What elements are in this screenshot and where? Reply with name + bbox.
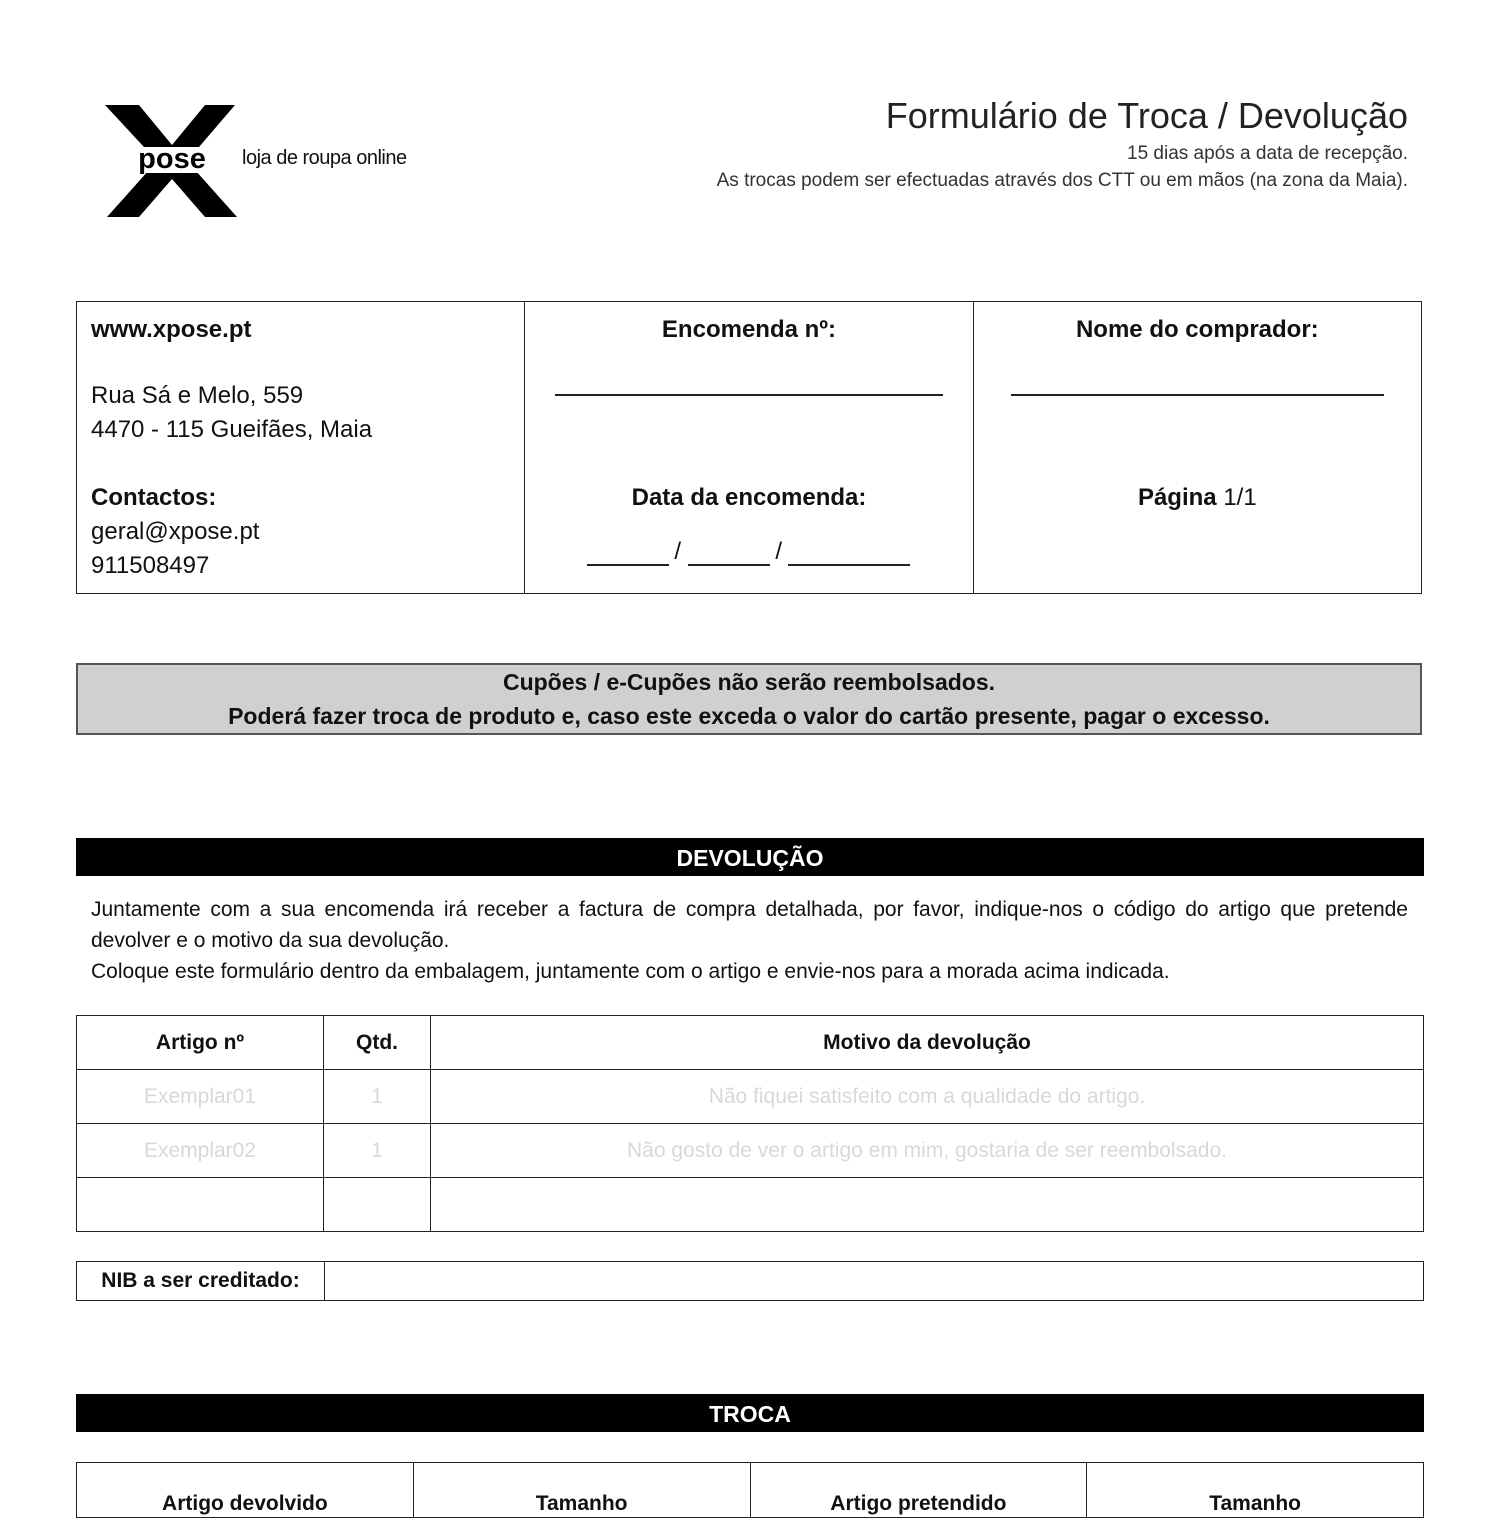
logo-tagline: loja de roupa online [242, 147, 407, 169]
notice-line-1: Cupões / e-Cupões não serão reembolsados. [502, 669, 996, 695]
page-label: Página [1137, 484, 1217, 511]
date-separator: / [775, 538, 782, 565]
buyer-name-label: Nome do comprador: [1075, 316, 1319, 343]
reason-cell[interactable]: Não fiquei satisfeito com a qualidade do artigo. [431, 1070, 1424, 1124]
devolucao-instructions [91, 894, 1408, 987]
order-number-label: Encomenda nº: [661, 316, 837, 343]
return-table [76, 1015, 1424, 1232]
instructions-paragraph-2: Coloque este formulário dentro da embalagem, juntamente com o artigo e envie-nos para a morada acima indicada. [91, 960, 1170, 983]
instructions-paragraph-1: Juntamente com a sua encomenda irá receber a factura de compra detalhada, por favor, indique-nos o código do artigo que pretende devolver e o motivo da sua devolução. [91, 898, 1408, 952]
column-header: Artigo pretendido [750, 1463, 1087, 1518]
order-cell [525, 302, 973, 593]
article-number-cell[interactable] [77, 1178, 324, 1232]
xpose-logo [105, 105, 240, 217]
logo-text: pose [138, 143, 206, 175]
order-date-day-field[interactable] [587, 564, 669, 566]
page-indicator [974, 484, 1421, 512]
table-row [77, 1178, 1424, 1232]
reason-cell[interactable]: Não gosto de ver o artigo em mim, gostaria de ser reembolsado. [431, 1124, 1424, 1178]
email: geral@xpose.pt [91, 518, 260, 545]
store-info-cell [77, 302, 525, 593]
table-header-row [77, 1463, 1424, 1518]
coupon-notice [76, 663, 1422, 735]
column-header: Artigo nº [77, 1016, 324, 1070]
notice-line-2: Poderá fazer troca de produto e, caso este exceda o valor do cartão presente, pagar o excesso. [228, 703, 1270, 729]
order-number-field[interactable] [555, 394, 942, 396]
column-header: Tamanho [1087, 1463, 1424, 1518]
order-date-year-field[interactable] [788, 564, 910, 566]
column-header: Motivo da devolução [431, 1016, 1424, 1070]
article-number-cell[interactable]: Exemplar01 [77, 1070, 324, 1124]
column-header: Qtd. [324, 1016, 431, 1070]
nib-field[interactable] [325, 1262, 1424, 1301]
column-header: Tamanho [413, 1463, 750, 1518]
devolucao-header: DEVOLUÇÃO [76, 838, 1424, 876]
order-date-month-field[interactable] [688, 564, 770, 566]
article-number-cell[interactable]: Exemplar02 [77, 1124, 324, 1178]
info-table [76, 301, 1422, 594]
quantity-cell[interactable] [324, 1178, 431, 1232]
table-header-row [77, 1016, 1424, 1070]
table-row [77, 1124, 1424, 1178]
table-row [77, 1070, 1424, 1124]
address-line-2: 4470 - 115 Gueifães, Maia [91, 416, 373, 443]
reason-cell[interactable] [431, 1178, 1424, 1232]
subtitle-delivery: As trocas podem ser efectuadas através dos CTT ou em mãos (na zona da Maia). [716, 170, 1408, 191]
contacts-label: Contactos: [91, 484, 217, 511]
nib-label: NIB a ser creditado: [77, 1262, 325, 1301]
troca-header: TROCA [76, 1394, 1424, 1432]
order-date-label: Data da encomenda: [631, 484, 867, 511]
nib-table [76, 1261, 1424, 1301]
address-line-1: Rua Sá e Melo, 559 [91, 382, 304, 409]
subtitle-deadline: 15 dias após a data de recepção. [1127, 143, 1408, 164]
buyer-name-field[interactable] [1011, 394, 1384, 396]
column-header: Artigo devolvido [77, 1463, 414, 1518]
quantity-cell[interactable]: 1 [324, 1070, 431, 1124]
page-value: 1/1 [1223, 484, 1257, 511]
date-separator: / [674, 538, 681, 565]
website: www.xpose.pt [91, 316, 252, 343]
page-title: Formulário de Troca / Devolução [885, 95, 1408, 136]
quantity-cell[interactable]: 1 [324, 1124, 431, 1178]
exchange-table [76, 1462, 1424, 1518]
buyer-cell [974, 302, 1421, 593]
phone: 911508497 [91, 552, 210, 579]
